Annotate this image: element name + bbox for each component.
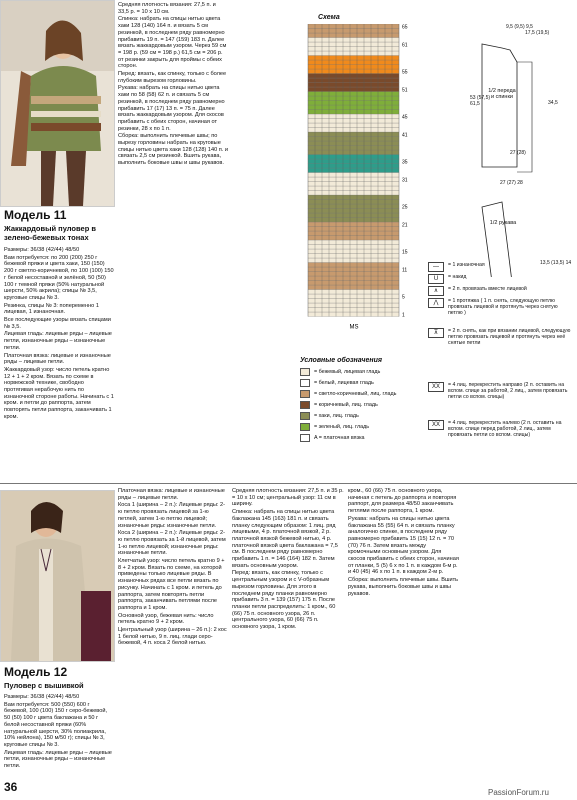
model12-photo-image <box>1 491 114 661</box>
scheme-row-32 <box>308 173 399 178</box>
scheme-row-45 <box>308 114 399 119</box>
scheme-row-12 <box>308 263 399 268</box>
symbol-item <box>428 262 573 272</box>
scheme-row-number: 21 <box>402 222 408 229</box>
model12-col4-p0: кром., 60 (66) 75 п. основного узора, начиная с петель до раппорта и повторяя раппорт, для размера 48/50 заканчивать петлями после раппорта, 1 кром. <box>348 488 457 515</box>
symbol-label: = 2 п. снять, как при вязании лицевой, следующую петлю провязать лицевой и протянуть через неё снятые петли <box>448 328 571 346</box>
model12-col1-p1: Вам потребуется: 500 (550) 600 г бежевой, 100 (100) 150 г серо-бежевой, 50 (50) 100 г цвета баклажана и 50 г белой несоставной пряжи (60% натуральной шерсти, 30% полиакрила, 10% нейлона), 150 м/50 г); спицы № 3, круговые спицы № 3. <box>4 701 108 748</box>
scheme-row-17 <box>308 240 399 245</box>
scheme-row-21 <box>308 222 399 227</box>
legend-item <box>300 434 365 442</box>
scheme-row-14 <box>308 254 399 259</box>
scheme-row-2 <box>308 308 399 313</box>
scheme-row-15 <box>308 249 399 254</box>
scheme-row-40 <box>308 137 399 142</box>
model12-col3-p2: Перед: вязать, как спинку, только с центральным узором и с V-образным вырезом горловины. Для этого в последнем ряду планки равномерно прибавить 3 п. = 139 (157) 175 п. После планки петли распределить: 1 кром., 60 (66) 75 п. основного узора, 26 п. центрального узора, 60 (66) 75 п. основного узора, 1 кром. <box>232 570 336 631</box>
model12-col3-p1: Спинка: набрать на спицы нитью цвета баклажана 145 (163) 181 п. и связать планку следующим образом: 1 лиц. ряд лицевыми, 4 р. платочной вязкой, 2 р. платочной вязкой бежевой нитью, 4 р. платочной вязкой цвета баклажана = 7,5 см. В последнем ряду равномерно прибавить 1 п. = 146 (164) 182 п. Затем вязать основным узором. <box>232 509 338 569</box>
legend-swatch <box>300 390 310 398</box>
symbol-glyph: — <box>428 262 444 272</box>
legend-label: = белый, лицевая гладь <box>314 380 374 386</box>
scheme-row-47 <box>308 105 399 110</box>
model11-col2-p3: Рукава: набрать на спицы нитью цвета хаки по 58 (58) 62 п. и связать 5 см резинкой, в последнем ряду равномерно прибавить 17 (17) 13 п. = 75 п. Далее вязать жаккардовым узором. Для скосов прибавить с обеих сторон, начиная от резинки, 28 х по 1 п. <box>118 85 225 132</box>
scheme-row-59 <box>308 51 399 56</box>
scheme-row-number: 35 <box>402 159 408 166</box>
scheme-row-10 <box>308 272 399 277</box>
scheme-row-5 <box>308 294 399 299</box>
scheme-row-22 <box>308 218 399 223</box>
section-separator <box>0 483 577 484</box>
legend-swatch <box>300 423 310 431</box>
pattern-dim-0: 9,5 (9,5) 9,5 <box>506 24 533 30</box>
scheme-row-60 <box>308 47 399 52</box>
model12-col4-p1: Рукава: набрать на спицы нитью цвета баклажана 55 (55) 64 п. и связать планку аналогично спинке, в последнем ряду равномерно прибавить 15 (15) 12 п. = 70 (70) 76 п. Затем вязать между кромочными основным узором. Для скосов прибавить с обеих сторон, начиная от планки, 5 (5) 6 х по 1 п. в каждом 6-м р. и 40 (45) 46 х по 1 п. в каждом 2-м р. <box>348 515 459 576</box>
scheme-row-57 <box>308 60 399 65</box>
scheme-row-29 <box>308 186 399 191</box>
model12-col3 <box>232 488 344 632</box>
model12-col3-p0: Средняя плотность вязания: 27,5 п. и 35 р. = 10 х 10 см; центральный узор: 11 см в ширину. <box>232 488 344 508</box>
legend-label: = светло-коричневый, лиц. гладь <box>314 391 397 397</box>
pattern-dim-8: 13,5 (13,5) 14 <box>540 260 572 266</box>
legend-title: Условные обозначения <box>300 357 383 364</box>
legend-item <box>300 412 359 420</box>
model12-col2-p2: Коса 2 (ширина – 2 п.): Лицевые ряды: 2-ю петлю провязать за 1-й лицевой, затем 1-ю петлю лицевой; изнаночные ряды: изнаночные петли. <box>118 530 226 557</box>
model11-photo-image <box>1 1 114 206</box>
scheme-row-13 <box>308 258 399 263</box>
symbol-item <box>428 382 573 400</box>
model12-col1-p0: Размеры: 36/38 (42/44) 48/50 <box>4 694 80 700</box>
model11-col2 <box>118 2 228 168</box>
model11-col1-p0: Размеры: 36/38 (42/44) 48/50 <box>4 247 80 253</box>
legend-swatch <box>300 434 310 442</box>
model12-col4-p2: Сборка: выполнить плечевые швы. Вшить рукава, выполнить боковые швы и швы рукавов. <box>348 577 459 597</box>
scheme-row-3 <box>308 303 399 308</box>
model11-col1 <box>4 247 114 422</box>
legend-swatch <box>300 401 310 409</box>
pattern-part2-label: 1/2 рукава <box>489 220 517 226</box>
model12-col4 <box>348 488 460 598</box>
scheme-row-48 <box>308 101 399 106</box>
model12-subtitle: Пуловер с вышивкой <box>4 681 84 690</box>
scheme-row-43 <box>308 123 399 128</box>
model11-col1-p5: Платочная вязка: лицевые и изнаночные ряды – лицевые петли. <box>4 352 111 366</box>
symbol-item <box>428 420 573 438</box>
scheme-row-58 <box>308 56 399 61</box>
scheme-row-35 <box>308 159 399 164</box>
scheme-row-8 <box>308 281 399 286</box>
scheme-row-number: 51 <box>402 87 408 94</box>
legend-label: = бежевый, лицевая гладь <box>314 369 381 375</box>
legend-swatch <box>300 412 310 420</box>
scheme-row-55 <box>308 69 399 74</box>
scheme-row-26 <box>308 200 399 205</box>
legend-swatch <box>300 368 310 376</box>
symbol-label: = 1 изнаночная <box>448 262 485 268</box>
legend-label: = зеленый, лиц. гладь <box>314 424 370 430</box>
scheme-row-number: 11 <box>402 267 408 274</box>
scheme-row-16 <box>308 245 399 250</box>
model12-photo <box>0 490 115 662</box>
scheme-row-37 <box>308 150 399 155</box>
model11-col2-p1: Спинка: набрать на спицы нитью цвета хаки 128 (140) 164 п. и вязать 5 см резинкой, в последнем ряду равномерно прибавить 19 п. = 147 (159) 183 п. Далее вязать жаккардовым узором. Через 59 см = 198 р. (59 см = 198 р.) 61,5 см = 206 р. от резинки закрыть для проймы с обеих сторон. <box>118 16 227 70</box>
symbol-glyph: ⋀ <box>428 298 444 308</box>
legend-item <box>300 368 380 376</box>
scheme-row-6 <box>308 290 399 295</box>
model11-col1-p6: Жаккардовый узор: число петель кратно 12 + 1 + 2 кром. Вязать по схеме в норвежской технике, свободно протягивая нерабочую нить по изнаночной стороне работы. Начинать с 1 кром. и петли до раппорта, затем повторять петли раппорта, заканчивать 1 кром. <box>4 366 114 420</box>
scheme-row-36 <box>308 155 399 160</box>
pattern-dim-5: 53 (57,5) 61,5 <box>470 95 491 107</box>
scheme-ms-label: MS <box>349 324 359 331</box>
scheme-row-34 <box>308 164 399 169</box>
model11-title: Модель 11 <box>4 208 67 222</box>
scheme-row-number: 15 <box>402 249 408 256</box>
pattern-dim-6: 34,5 <box>548 100 558 106</box>
scheme-row-27 <box>308 195 399 200</box>
scheme-row-25 <box>308 204 399 209</box>
scheme-row-52 <box>308 83 399 88</box>
model12-col1 <box>4 694 114 771</box>
model12-col2-p1: Коса 1 (ширина – 2 п.): Лицевые ряды: 2-ю петлю провязать лицевой за 1-ю петлей, затем 1-ю петлю лицевой; изнаночные ряды: изнаночные петли. <box>118 502 225 529</box>
scheme-row-number: 45 <box>402 114 408 121</box>
symbol-glyph: ∧ <box>428 286 444 296</box>
watermark: PassionForum.ru <box>488 788 549 797</box>
scheme-row-number: 65 <box>402 24 408 31</box>
scheme-row-49 <box>308 96 399 101</box>
scheme-row-19 <box>308 231 399 236</box>
scheme-row-30 <box>308 182 399 187</box>
symbol-glyph: XX <box>428 382 444 392</box>
scheme-row-7 <box>308 285 399 290</box>
scheme-row-number: 1 <box>402 312 405 319</box>
symbol-item <box>428 274 573 284</box>
symbol-label: = 1 протяжка ( 1 п. снять, следующую петлю провязать лицевой и протянуть через снятую петлю ) <box>448 298 558 316</box>
model11-subtitle: Жаккардовый пуловер в зелено-бежевых тонах <box>4 224 96 242</box>
scheme-row-number: 55 <box>402 69 408 76</box>
scheme-row-63 <box>308 33 399 38</box>
legend-swatch <box>300 379 310 387</box>
scheme-row-62 <box>308 38 399 43</box>
scheme-row-61 <box>308 42 399 47</box>
legend-item <box>300 390 396 398</box>
scheme-row-4 <box>308 299 399 304</box>
symbol-glyph: ⊼ <box>428 328 444 338</box>
scheme-row-51 <box>308 87 399 92</box>
pattern-dim-10: 27 (28) <box>510 150 526 156</box>
scheme-row-39 <box>308 141 399 146</box>
scheme-row-9 <box>308 276 399 281</box>
scheme-row-28 <box>308 191 399 196</box>
model12-title: Модель 12 <box>4 665 68 679</box>
scheme-row-33 <box>308 168 399 173</box>
model12-col1-p2: Лицевая гладь: лицевые ряды – лицевые петли, изнаночные ряды – изнаночные петли. <box>4 749 112 770</box>
symbol-item <box>428 286 573 296</box>
scheme-row-54 <box>308 74 399 79</box>
page-number: 36 <box>4 780 18 794</box>
legend-label: = хаки, лиц. гладь <box>314 413 359 419</box>
scheme-row-64 <box>308 29 399 34</box>
pattern-dim-7: 27 (27) 28 <box>500 180 523 186</box>
scheme-row-65 <box>308 24 399 29</box>
model11-col1-p1: Вам потребуется: по 200 (200) 250 г бежевой пряжи и цвета хаки, 150 (150) 200 г светло-коричневой, по 100 (100) 150 г белой несоставной и зелёной, 50 (50) 100 г темной пряжи (50% натуральной шерсти, 50% акрила); спицы № 3,5, круговые спицы № 3. <box>4 254 114 301</box>
scheme-row-42 <box>308 128 399 133</box>
scheme-row-38 <box>308 146 399 151</box>
model11-col2-p0: Средняя плотность вязания: 27,5 п. и 33,5 р. = 10 х 10 см. <box>118 2 216 15</box>
model12-col2 <box>118 488 228 648</box>
legend-item <box>300 401 378 409</box>
legend-label: = коричневый, лиц. гладь <box>314 402 378 408</box>
model11-col2-p4: Сборка: выполнить плечевые швы; по вырезу горловины набрать на круговые спицы нитью цвета хаки 128 (128) 140 п. и связать 2,5 см резинкой. Вшить рукава, выполнить боковые швы и швы рукавов. <box>118 133 228 167</box>
scheme-row-number: 41 <box>402 132 408 139</box>
symbol-glyph: U <box>428 274 444 284</box>
symbol-label: = 4 лиц. перекрестить направо (2 п. оставить на вспом. спице за работой, 2 лиц., затем провязать петли со вспом. спицы) <box>448 382 568 400</box>
model12-col2-p5: Центральный узор (ширина – 26 п.): 2 кос 1 белой нитью, 9 п. лиц. глади серо-бежевой, 4 п. коса 2 белой нитью. <box>118 627 227 647</box>
scheme-row-number: 25 <box>402 204 408 211</box>
scheme-row-41 <box>308 132 399 137</box>
model11-col1-p3: Все последующие узоры вязать спицами № 3,5. <box>4 317 111 330</box>
scheme-row-50 <box>308 92 399 97</box>
legend-item <box>300 423 369 431</box>
legend-label: A = платочная вязка <box>314 435 365 441</box>
model12-col2-p4: Основной узор, бежевая нить: число петель кратно 9 + 2 кром. <box>118 612 214 626</box>
model11-col1-p2: Резинка, спицы № 3: попеременно 1 лицевая, 1 изнаночная. <box>4 302 99 316</box>
scheme-chart <box>300 24 415 344</box>
pattern-dim-2: 17,5 (19,5) <box>525 30 550 36</box>
scheme-row-number: 61 <box>402 42 408 49</box>
scheme-row-31 <box>308 177 399 182</box>
scheme-row-18 <box>308 236 399 241</box>
scheme-row-44 <box>308 119 399 124</box>
scheme-row-23 <box>308 213 399 218</box>
scheme-row-11 <box>308 267 399 272</box>
scheme-row-number: 5 <box>402 294 405 301</box>
symbol-item <box>428 298 573 316</box>
symbol-label: = 2 п. провязать вместе лицевой <box>448 286 527 292</box>
symbol-item <box>428 328 573 346</box>
model11-photo <box>0 0 115 207</box>
model12-col2-p0: Платочная вязка: лицевые и изнаночные ряды – лицевые петли. <box>118 488 225 501</box>
symbol-glyph: XX <box>428 420 444 430</box>
legend-item <box>300 379 374 387</box>
symbol-label: = накид <box>448 274 467 280</box>
symbol-label: = 4 лиц. перекрестить налево (2 п. оставить на вспом. спице перед работой, 2 лиц., затем провязать петли со вспом. спицы) <box>448 420 562 438</box>
scheme-row-46 <box>308 110 399 115</box>
pattern-part1-label: 1/2 переда и спинки <box>488 88 516 100</box>
scheme-row-24 <box>308 209 399 214</box>
scheme-row-56 <box>308 65 399 70</box>
model11-col1-p4: Лицевая гладь: лицевые ряды – лицевые петли, изнаночные ряды – изнаночные петли. <box>4 331 112 351</box>
model11-col2-p2: Перед: вязать, как спинку, только с более глубоким вырезом горловины. <box>118 71 227 84</box>
scheme-row-20 <box>308 227 399 232</box>
scheme-title: Схема <box>318 14 340 21</box>
scheme-row-number: 31 <box>402 177 408 184</box>
scheme-row-53 <box>308 78 399 83</box>
model12-col2-p3: Клетчатый узор: число петель кратно 9 + 8 + 2 кром. Вязать по схеме, на которой приведены только лицевые ряды. В изнаночных рядах все петли вязать по рисунку. Начинать с 1 кром. и петель до раппорта, затем повторять петли раппорта, заканчивать петлями после раппорта и 1 кром. <box>118 558 225 611</box>
scheme-row-1 <box>308 312 399 317</box>
